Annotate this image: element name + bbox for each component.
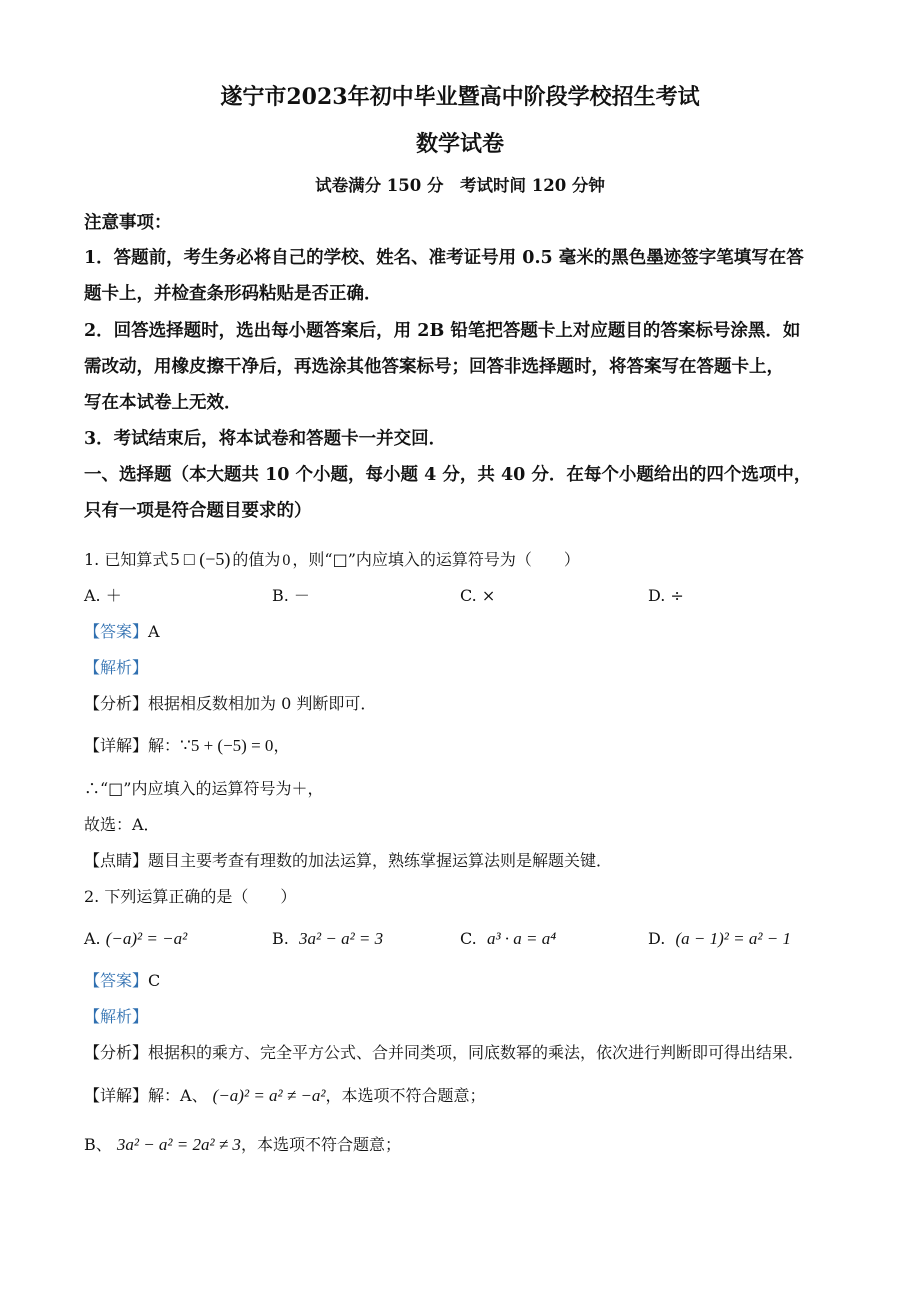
q2-option-b-math: 3a² − a² = 3 (299, 929, 384, 948)
q2-option-a-math: (−a)² = −a² (105, 929, 188, 948)
q2-xiangjie-suffix: ，本选项不符合题意； (325, 1086, 486, 1105)
q1-option-b: B. － (272, 586, 310, 605)
q1-middle: 的值为 (232, 550, 281, 569)
exam-meta: 试卷满分 150 分 考试时间 120 分钟 (315, 176, 605, 195)
q2-option-d-label: D. (648, 929, 666, 948)
q2-xiangjie-prefix: 解：A、 (148, 1086, 208, 1105)
q2-answer-value: C (148, 971, 161, 990)
q1-option-a: A. ＋ (84, 586, 122, 605)
q2-option-a-label: A. (84, 929, 101, 948)
q1-xiangjie-suffix: ， (273, 736, 290, 755)
section-1-heading-line-1: 一、选择题（本大题共 10 个小题，每小题 4 分，共 40 分．在每个小题给出的四个选项中， (84, 465, 812, 485)
q2-option-c-math: a³ · a = a⁴ (486, 929, 557, 948)
q2-xiangjie-math: (−a)² = a² ≠ −a² (212, 1086, 326, 1105)
q1-fenxi-tag: 【分析】 (84, 694, 149, 713)
question-2-stem: 2. 下列运算正确的是（ ） (84, 887, 297, 906)
q1-fenxi-text: 根据相反数相加为 0 判断即可． (148, 694, 377, 713)
q2-option-c (460, 929, 556, 949)
notice-item-2-line-1: 2．回答选择题时，选出每小题答案后，用 2B 铅笔把答题卡上对应题目的答案标号涂黑．如 (84, 321, 801, 341)
q1-prefix: 1. 已知算式 (84, 550, 169, 569)
notice-item-2-line-2: 需改动，用橡皮擦干净后，再选涂其他答案标号；回答非选择题时，将答案写在答题卡上， (84, 357, 784, 377)
q1-dianjing-tag: 【点睛】 (84, 851, 149, 870)
notice-heading: 注意事项： (84, 213, 172, 233)
notice-item-1-line-1: 1．答题前，考生务必将自己的学校、姓名、准考证号用 0.5 毫米的黑色墨迹签字笔填写在答 (84, 248, 804, 268)
q2-option-c-label: C. (460, 929, 477, 948)
q2-option-a (84, 929, 187, 949)
q2-xiangjie (84, 1086, 486, 1106)
q1-answer (84, 622, 160, 642)
section-1-heading-line-2: 只有一项是符合题目要求的） (84, 501, 312, 521)
q1-dianjing (84, 851, 612, 871)
notice-item-2-line-3: 写在本试卷上无效． (84, 393, 242, 413)
notice-item-3: 3．考试结束后，将本试卷和答题卡一并交回． (84, 429, 447, 449)
q1-answer-tag: 【答案】 (84, 622, 149, 641)
q2-fenxi (84, 1043, 804, 1063)
q2-fenxi-text: 根据积的乘方、完全平方公式、合并同类项，同底数幂的乘法，依次进行判断即可得出结果． (148, 1043, 805, 1062)
notice-item-1-line-2: 题卡上，并检查条形码粘贴是否正确． (84, 284, 382, 304)
q2-option-b (272, 929, 383, 949)
q2-fenxi-tag: 【分析】 (84, 1043, 149, 1062)
q1-choose: 故选：A． (84, 815, 160, 834)
question-1-stem (84, 549, 580, 571)
q1-fenxi (84, 694, 376, 714)
q1-xiangjie-tag: 【详解】 (84, 736, 149, 755)
q1-analysis-tag: 【解析】 (84, 658, 149, 677)
page-subtitle: 数学试卷 (415, 131, 504, 157)
q2-xiangjie-tag: 【详解】 (84, 1086, 149, 1105)
q1-answer-value: A (148, 622, 160, 641)
q2-b-suffix: ，本选项不符合题意； (240, 1135, 401, 1154)
q2-option-d (648, 929, 791, 949)
q1-xiangjie-math: ∵5 + (−5) = 0 (180, 736, 274, 755)
page-title: 遂宁市2023年初中毕业暨高中阶段学校招生考试 (220, 84, 700, 110)
q2-answer-tag: 【答案】 (84, 971, 149, 990)
q1-suffix: ，则“□”内应填入的运算符号为（ ） (292, 550, 580, 569)
q2-option-d-math: (a − 1)² = a² − 1 (675, 929, 791, 948)
q1-option-d: D. ÷ (648, 586, 684, 605)
q1-option-c: C. × (460, 586, 496, 605)
q1-expression: 5 □ (−5) (170, 549, 231, 569)
q1-therefore: ∴“□”内应填入的运算符号为＋， (84, 779, 324, 798)
q1-dianjing-text: 题目主要考查有理数的加法运算，熟练掌握运算法则是解题关键． (148, 851, 613, 870)
q2-b-math: 3a² − a² = 2a² ≠ 3 (116, 1135, 241, 1154)
q2-b-prefix: B、 (84, 1135, 112, 1154)
q1-zero: 0 (282, 552, 291, 569)
q2-b-analysis (84, 1135, 401, 1155)
q1-xiangjie (84, 736, 289, 756)
q2-answer (84, 971, 160, 991)
q1-xiangjie-prefix: 解： (148, 736, 181, 755)
q2-option-b-label: B. (272, 929, 289, 948)
q2-analysis-tag: 【解析】 (84, 1007, 149, 1026)
